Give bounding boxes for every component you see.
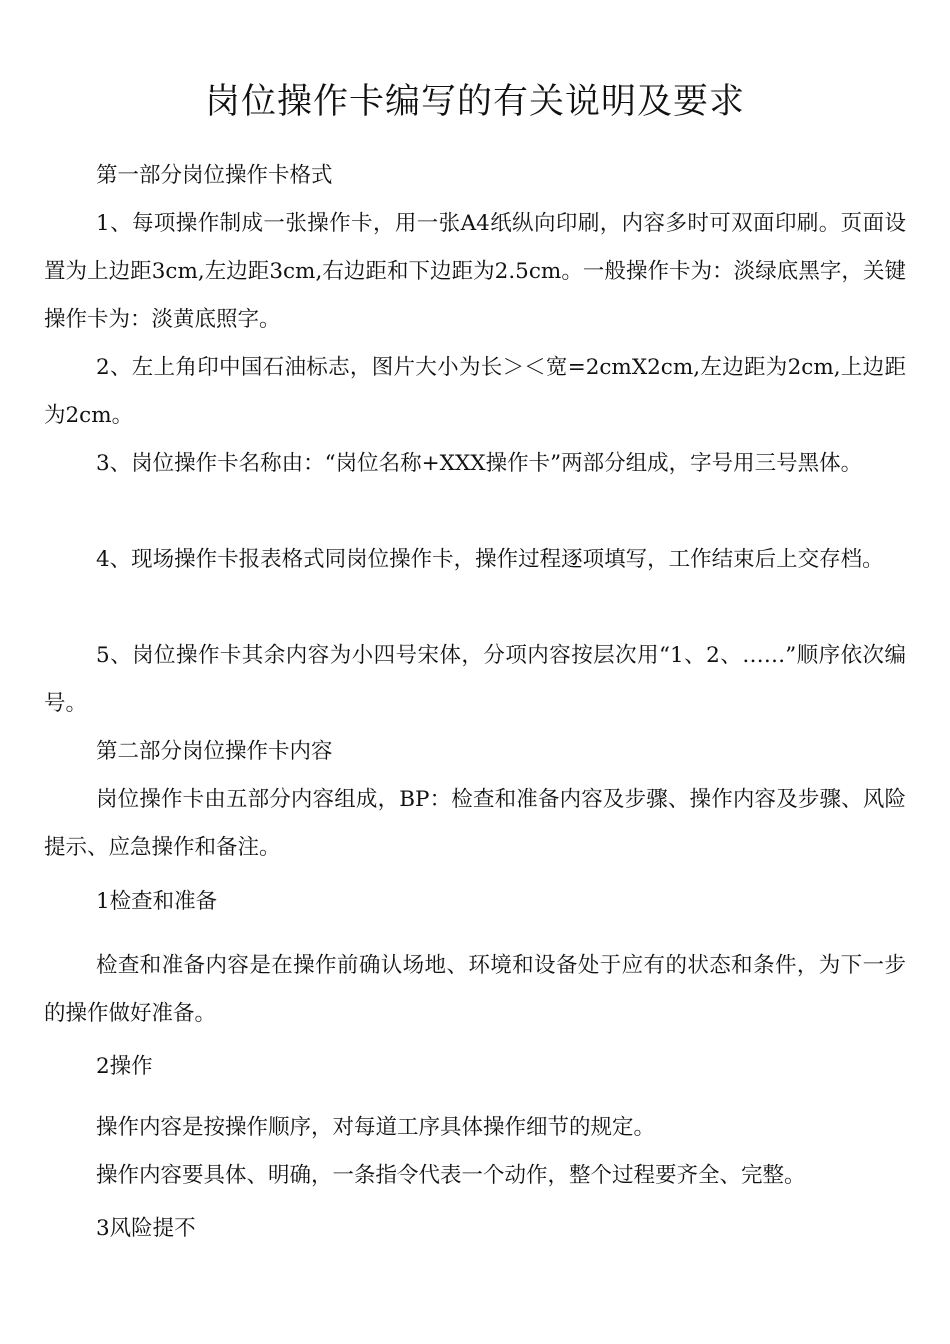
paragraph-item-2: 2、左上角印中国石油标志，图片大小为长＞＜宽=2cmX2cm,左边距为2cm,上边距为2cm。 <box>44 355 906 428</box>
subheading-check-prepare: 1检查和准备 <box>96 889 218 914</box>
subheading-operation: 2操作 <box>96 1054 153 1079</box>
paragraph-operation-2: 操作内容要具体、明确，一条指令代表一个动作，整个过程要齐全、完整。 <box>96 1163 806 1188</box>
paragraph-operation-1: 操作内容是按操作顺序，对每道工序具体操作细节的规定。 <box>96 1115 656 1140</box>
subheading-risk: 3风险提不 <box>96 1216 196 1241</box>
document-title: 岗位操作卡编写的有关说明及要求 <box>204 82 745 122</box>
paragraph-item-4: 4、现场操作卡报表格式同岗位操作卡，操作过程逐项填写，工作结束后上交存档。 <box>96 547 884 572</box>
paragraph-item-3: 3、岗位操作卡名称由：“岗位名称+XXX操作卡”两部分组成，字号用三号黑体。 <box>96 451 863 476</box>
section-heading-content: 第二部分岗位操作卡内容 <box>96 739 333 764</box>
section-heading-format: 第一部分岗位操作卡格式 <box>96 163 333 188</box>
paragraph-item-1: 1、每项操作制成一张操作卡，用一张A4纸纵向印刷，内容多时可双面印刷。页面设置为上边距3cm,左边距3cm,右边距和下边距为2.5cm。一般操作卡为：淡绿底黑字，关键操作卡为：淡黄底照字。 <box>44 211 906 332</box>
paragraph-check-prepare: 检查和准备内容是在操作前确认场地、环境和设备处于应有的状态和条件，为下一步的操作做好准备。 <box>44 953 906 1026</box>
paragraph-content-summary: 岗位操作卡由五部分内容组成，BP：检查和准备内容及步骤、操作内容及步骤、风险提示、应急操作和备注。 <box>44 787 906 860</box>
paragraph-item-5: 5、岗位操作卡其余内容为小四号宋体，分项内容按层次用“1、2、……”顺序依次编号。 <box>44 643 906 716</box>
